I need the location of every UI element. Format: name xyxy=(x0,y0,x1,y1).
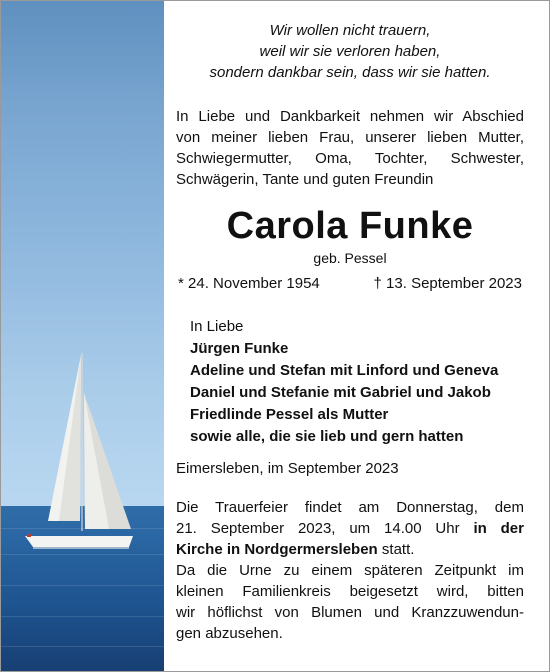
mourner-line: Daniel und Stefanie mit Gabriel und Jakob xyxy=(190,384,491,401)
birth-date: * 24. November 1954 xyxy=(178,275,320,292)
service-info xyxy=(176,497,524,644)
mourner-line: Friedlinde Pessel als Mutter xyxy=(190,406,389,423)
maiden-name: geb. Pessel xyxy=(313,250,387,266)
service-statt: statt. xyxy=(377,541,415,558)
poem-line: Wir wollen nicht trauern, xyxy=(269,22,431,39)
poem xyxy=(176,20,524,83)
sailboat-icon xyxy=(1,1,164,671)
service-line: kleinen Familienkreis beigesetzt wird, bitten xyxy=(176,583,524,600)
place-date: Eimersleben, im September 2023 xyxy=(176,460,399,477)
deceased-name: Carola Funke xyxy=(226,205,474,247)
poem-line: weil wir sie verloren haben, xyxy=(259,43,441,60)
service-line: Die Trauerfeier findet am Donnerstag, dem xyxy=(176,499,524,516)
mourner-line: sowie alle, die sie lieb und gern hatten xyxy=(190,428,464,445)
service-location-b: Kirche in Nordgermersleben xyxy=(176,541,378,558)
service-line: wir höflichst von Blumen und Kranzzuwendun- xyxy=(176,604,524,621)
intro-line: von meiner lieben Frau, unserer lieben Mutter, xyxy=(176,129,524,146)
service-line: Da die Urne zu einem späteren Zeitpunkt im xyxy=(176,562,524,579)
intro-line: Schwiegermutter, Oma, Tochter, Schwester, xyxy=(176,150,524,167)
mourners xyxy=(190,316,530,448)
mourners-heading: In Liebe xyxy=(190,318,244,335)
poem-line: sondern dankbar sein, dass wir sie hatten. xyxy=(209,64,491,81)
death-date: † 13. September 2023 xyxy=(373,275,522,292)
intro-line: Schwägerin, Tante und guten Freundin xyxy=(176,171,434,188)
service-date-time: 21. September 2023, um 14.00 Uhr xyxy=(176,520,460,537)
intro-text xyxy=(176,106,524,190)
mourner-line: Jürgen Funke xyxy=(190,340,289,357)
service-line: gen abzusehen. xyxy=(176,625,283,642)
intro-line: In Liebe und Dankbarkeit nehmen wir Abschied xyxy=(176,108,524,125)
service-line xyxy=(176,518,524,539)
service-location-a: in der xyxy=(473,520,524,537)
sailboat-image xyxy=(1,1,164,671)
service-line xyxy=(176,539,524,560)
mourner-line: Adeline und Stefan mit Linford und Geneva xyxy=(190,362,499,379)
